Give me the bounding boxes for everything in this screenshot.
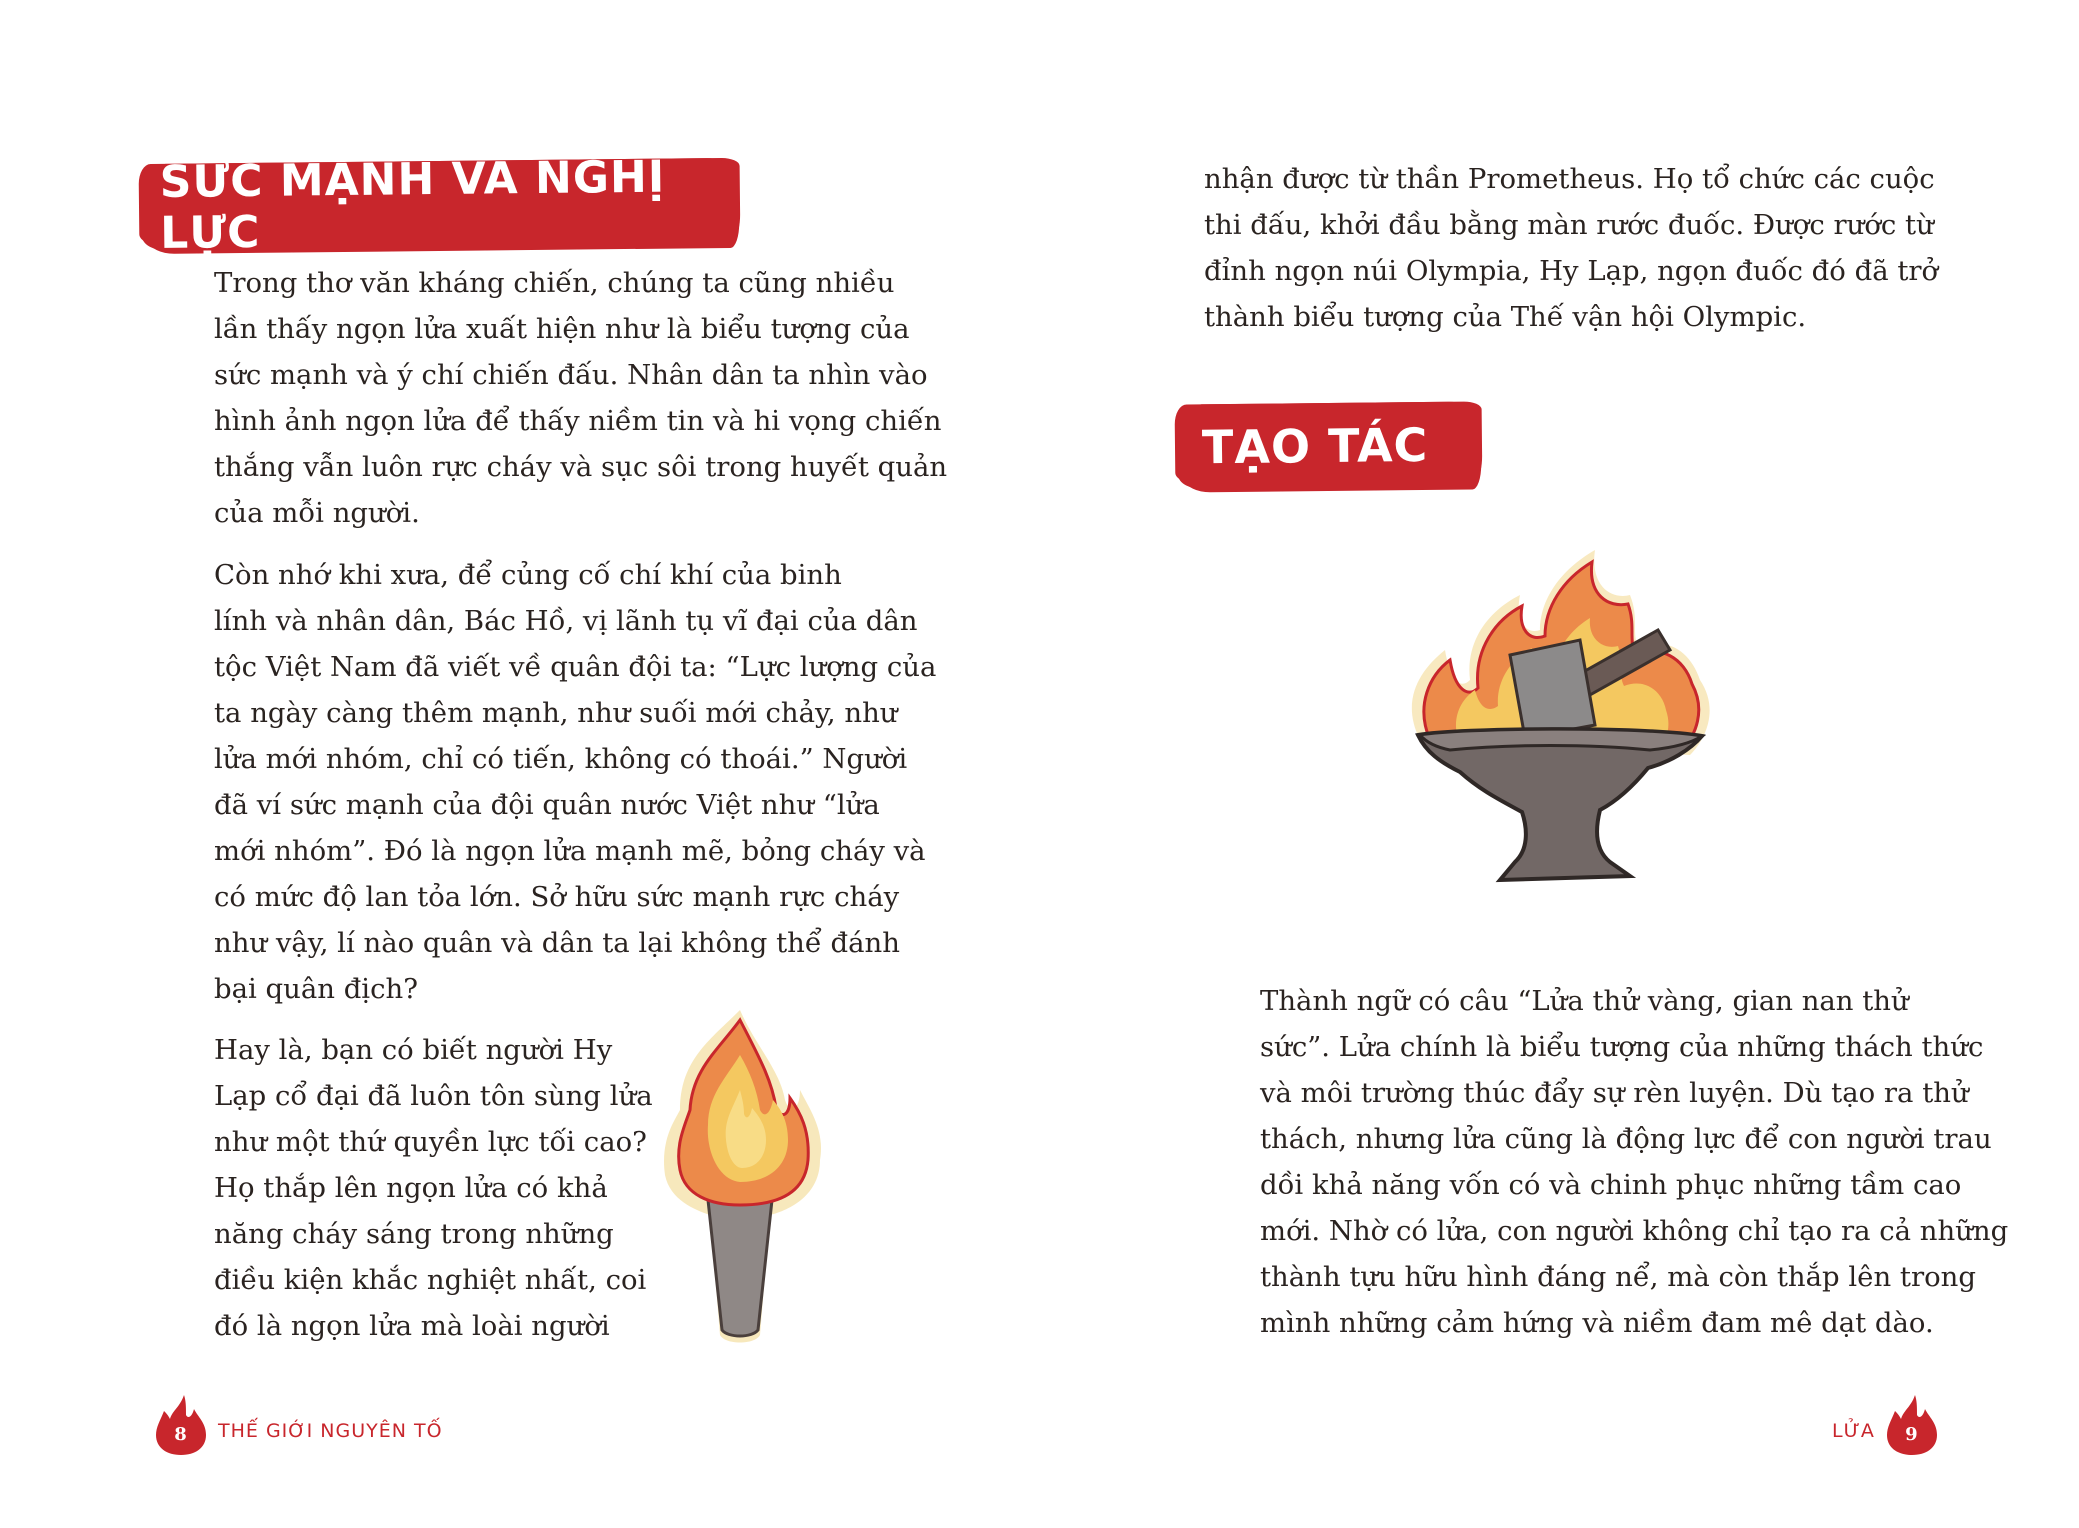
footer-label-left: THẾ GIỚI NGUYÊN TỐ <box>218 1420 443 1442</box>
page-number-left: 8 <box>174 1424 188 1445</box>
text-line: đỉnh ngọn núi Olympia, Hy Lạp, ngọn đuốc đó đã trở <box>1204 255 1939 287</box>
text-line: thách, nhưng lửa cũng là động lực để con người trau <box>1260 1123 1992 1155</box>
text-line: Hay là, bạn có biết người Hy <box>214 1034 613 1066</box>
text-line: nhận được từ thần Prometheus. Họ tổ chức các cuộc <box>1204 163 1935 195</box>
paragraph-right-0 <box>1204 156 1939 340</box>
text-line: sức”. Lửa chính là biểu tượng của những thách thức <box>1260 1031 1984 1063</box>
footer-right <box>1832 1390 1939 1460</box>
text-line: lần thấy ngọn lửa xuất hiện như là biểu tượng của <box>214 313 910 345</box>
torch-icon <box>640 1000 840 1350</box>
text-line: như vậy, lí nào quân và dân ta lại không thể đánh <box>214 927 900 959</box>
text-line: thi đấu, khởi đầu bằng màn rước đuốc. Được rước từ <box>1204 209 1934 241</box>
paragraph-right-1 <box>1204 978 2009 1346</box>
text-line: bại quân địch? <box>214 973 418 1005</box>
text-line: của mỗi người. <box>214 497 420 529</box>
heading-strength-text: SỨC MẠNH VÀ NGHỊ LỰC <box>159 151 666 259</box>
text-line: sức mạnh và ý chí chiến đấu. Nhân dân ta nhìn vào <box>214 359 928 391</box>
footer-left <box>154 1390 443 1460</box>
text-line: dồi khả năng vốn có và chinh phục những tầm cao <box>1260 1169 1962 1201</box>
text-line: lửa mới nhóm, chỉ có tiến, không có thoái.” Người <box>214 743 908 775</box>
footer-label-right: LỬA <box>1832 1420 1875 1442</box>
flame-icon <box>154 1393 208 1457</box>
text-line: mới. Nhờ có lửa, con người không chỉ tạo ra cả những <box>1260 1215 2009 1247</box>
text-line: mới nhóm”. Đó là ngọn lửa mạnh mẽ, bỏng cháy và <box>214 835 926 867</box>
text-line: Thành ngữ có câu “Lửa thử vàng, gian nan thử <box>1260 985 1909 1017</box>
paragraph-left-2 <box>158 552 937 1012</box>
text-line: ta ngày càng thêm mạnh, như suối mới chảy, như <box>214 697 898 729</box>
text-line: điều kiện khắc nghiệt nhất, coi <box>214 1264 647 1296</box>
text-line: thắng vẫn luôn rực cháy và sục sôi trong huyết quản <box>214 451 948 483</box>
text-line: đó là ngọn lửa mà loài người <box>214 1310 610 1342</box>
flame-icon <box>1885 1393 1939 1457</box>
heading-strength <box>142 151 735 259</box>
text-line: Trong thơ văn kháng chiến, chúng ta cũng nhiều <box>214 267 895 299</box>
text-line: hình ảnh ngọn lửa để thấy niềm tin và hi vọng chiến <box>214 405 942 437</box>
text-line: đã ví sức mạnh của đội quân nước Việt như “lửa <box>214 789 880 821</box>
anvil-hammer-icon <box>1390 540 1730 910</box>
text-line: Lạp cổ đại đã luôn tôn sùng lửa <box>214 1080 653 1112</box>
text-line: năng cháy sáng trong những <box>214 1218 614 1250</box>
text-line: lính và nhân dân, Bác Hồ, vị lãnh tụ vĩ đại của dân <box>214 605 918 637</box>
text-line: Còn nhớ khi xưa, để củng cố chí khí của binh <box>214 559 842 591</box>
text-line: và môi trường thúc đẩy sự rèn luyện. Dù tạo ra thử <box>1260 1077 1969 1109</box>
text-line: thành biểu tượng của Thế vận hội Olympic. <box>1204 301 1807 333</box>
text-line: tộc Việt Nam đã viết về quân đội ta: “Lực lượng của <box>214 651 937 683</box>
text-line: có mức độ lan tỏa lớn. Sở hữu sức mạnh rực cháy <box>214 881 900 913</box>
heading-craft <box>1178 402 1477 489</box>
text-line: thành tựu hữu hình đáng nể, mà còn thắp lên trong <box>1260 1261 1976 1293</box>
heading-craft-text: TẠO TÁC <box>1201 417 1429 475</box>
text-line: như một thứ quyền lực tối cao? <box>214 1126 647 1158</box>
text-line: mình những cảm hứng và niềm đam mê dạt dào. <box>1260 1307 1934 1339</box>
text-line: Họ thắp lên ngọn lửa có khả <box>214 1172 608 1204</box>
paragraph-left-1 <box>158 260 948 536</box>
paragraph-left-3 <box>158 1027 653 1349</box>
page-number-right: 9 <box>1905 1424 1919 1445</box>
